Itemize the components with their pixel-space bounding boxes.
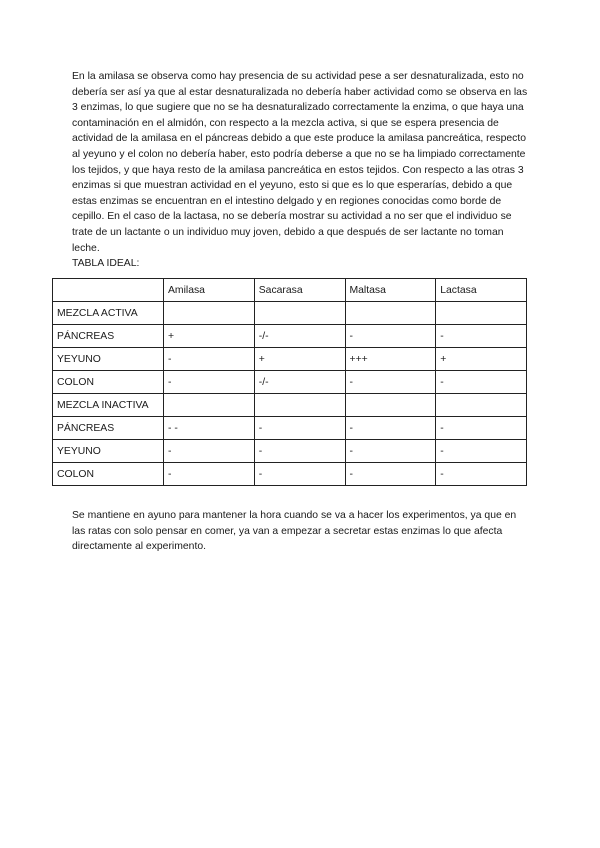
table-cell: - (345, 371, 436, 394)
table-row (53, 417, 527, 440)
table-cell: -/- (254, 325, 345, 348)
table-cell: - (254, 417, 345, 440)
header-cell-maltasa: Maltasa (345, 279, 436, 302)
row-label: COLON (53, 463, 164, 486)
table-cell: - (164, 440, 255, 463)
table-cell: - (436, 417, 527, 440)
table-cell: - (164, 463, 255, 486)
closing-paragraph: Se mantiene en ayuno para mantener la hora cuando se va a hacer los experimentos, ya que en las ratas con solo pensar en comer, ya van a empezar a secretar estas enzimas lo que afecta directamente al experimento. (72, 510, 517, 553)
row-label: PÁNCREAS (53, 325, 164, 348)
table-row (53, 440, 527, 463)
table-cell: + (254, 348, 345, 371)
table-cell: - (345, 417, 436, 440)
row-label: COLON (53, 371, 164, 394)
table-cell: - (164, 371, 255, 394)
table-cell: - (254, 463, 345, 486)
row-label: YEYUNO (53, 348, 164, 371)
table-header-row (53, 279, 527, 302)
table-row (53, 371, 527, 394)
table-row (53, 302, 527, 325)
table-cell: -/- (254, 371, 345, 394)
table-cell: - (436, 440, 527, 463)
table-cell: - (345, 325, 436, 348)
table-cell: + (436, 348, 527, 371)
table-label: TABLA IDEAL: (72, 258, 140, 270)
row-label: PÁNCREAS (53, 417, 164, 440)
table-cell (254, 302, 345, 325)
header-cell-amilasa: Amilasa (164, 279, 255, 302)
ideal-table (52, 278, 527, 486)
table-cell: +++ (345, 348, 436, 371)
table-cell: - (436, 371, 527, 394)
table-row (53, 348, 527, 371)
table-cell: - (164, 348, 255, 371)
table-cell (164, 394, 255, 417)
intro-section (72, 69, 532, 272)
row-label: YEYUNO (53, 440, 164, 463)
header-cell-sacarasa: Sacarasa (254, 279, 345, 302)
table-cell (164, 302, 255, 325)
table-cell (254, 394, 345, 417)
table-row (53, 463, 527, 486)
table-cell: - (345, 463, 436, 486)
table-row (53, 394, 527, 417)
table-cell: - (436, 463, 527, 486)
header-cell-lactasa: Lactasa (436, 279, 527, 302)
table-row (53, 325, 527, 348)
table-cell: - (345, 440, 436, 463)
table-cell (436, 394, 527, 417)
intro-paragraph: En la amilasa se observa como hay presencia de su actividad pese a ser desnaturalizada, esto no debería ser así ya que al estar desnaturalizada no debería haber actividad como se observa en las 3 enzimas, lo que sugiere que no se ha desnaturalizado correctamente la enzima, o que haya una contaminación en el almidón, con respecto a la mezcla activa, si que se espera presencia de actividad de la amilasa en el páncreas debido a que este produce la amilasa pancreática, respecto al yeyuno y el colon no debería haber, esto podría deberse a que no se ha limpiado correctamente los tejidos, y que haya resto de la amilasa pancreática en estos tejidos. Con respecto a las otras 3 enzimas si que muestran actividad en el yeyuno, esto si que es lo que esperarías, debido a que estas enzimas se encuentran en el intestino delgado y en regiones conocidas como borde de cepillo. En el caso de la lactasa, no se debería mostrar su actividad a no ser que el individuo se trate de un lactante o un individuo muy joven, debido a que después de ser lactante no toman leche. (72, 71, 528, 254)
table-cell: - - (164, 417, 255, 440)
row-label: MEZCLA INACTIVA (53, 394, 164, 417)
table-cell: - (254, 440, 345, 463)
table-cell: + (164, 325, 255, 348)
table-cell (345, 302, 436, 325)
table-cell (436, 302, 527, 325)
header-cell-empty (53, 279, 164, 302)
table-cell (345, 394, 436, 417)
row-label: MEZCLA ACTIVA (53, 302, 164, 325)
table-cell: - (436, 325, 527, 348)
